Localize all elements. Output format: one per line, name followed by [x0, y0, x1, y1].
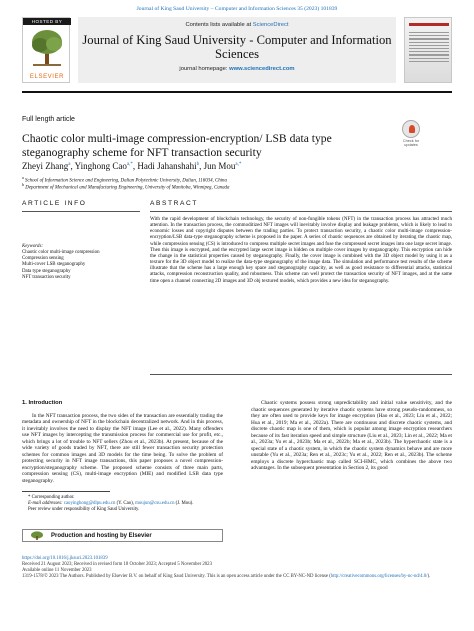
journal-masthead	[78, 17, 396, 83]
email-link-mou[interactable]: moujun@csu.edu.cn	[135, 500, 175, 506]
email-owner: (Y. Cao),	[115, 500, 136, 506]
keyword-item: Data type steganography	[22, 268, 71, 274]
body-paragraph: Chaotic systems possess strong unpredictability and initial value sensitivity, and the chaotic sequences generated by iterative chaotic systems have strong pseudo-randomness, so they are often used to provide keys for image encryption (Hao et al., 2023; Liu et al., 2022; Hua et al., 2019; Ma et al., 2022a). There are continuous and discrete chaotic systems, and discrete chaotic map is one of them, which is popular among image encryption researchers because of its fast iteration speed and simple structure (Liu et al., 2023; Lin et al., 2022; Ma et al., 2023a; Yu et al., 2023b; Ma et al., 2022b; Ma et al., 2023b). The hyperchaotic state is a special state of a chaotic system, in which the chaotic system dynamics behave and are more unstable (Yu et al., 2023a; Ren et al., 2023c; Yu et al., 2022; Ren et al., 2023b). The scheme employs a discrete hyperchaotic map called SCI-HMC, which combines the above two advantages. In the subsequent presentation in Section 2, its good	[251, 400, 452, 472]
email-label: E-mail addresses:	[28, 500, 64, 506]
author-name: Hadi Jahanshahi	[137, 161, 197, 171]
homepage-line	[78, 66, 396, 72]
keyword-list	[22, 250, 100, 281]
elsevier-logo[interactable]	[22, 17, 70, 83]
body-column-right	[251, 400, 452, 472]
sciencedirect-link[interactable]: ScienceDirect	[252, 22, 289, 28]
author-sup[interactable]: a	[68, 162, 71, 167]
author-sup[interactable]: b	[196, 162, 200, 167]
elsevier-tree-icon	[29, 28, 65, 68]
article-type: Full length article	[22, 116, 75, 123]
header-rule	[22, 91, 452, 93]
cover-lines	[405, 30, 453, 64]
contents-line	[78, 22, 396, 28]
license-prefix: 1319-1578/© 2023 The Authors. Published by Elsevier B.V. on behalf of King Saud University. This is an open access article under the CC BY-NC-ND license (	[22, 574, 331, 579]
homepage-link[interactable]: www.sciencedirect.com	[229, 66, 295, 72]
affiliation-text: School of Information Science and Engineering, Dalian Polytechnic University, Dalian, 116034, China	[25, 178, 227, 184]
crossmark-label: Check for updates	[402, 139, 420, 147]
affiliation	[22, 182, 229, 191]
homepage-prefix: journal homepage:	[179, 66, 230, 72]
online-date: Available online 11 November 2023	[22, 568, 92, 573]
license-suffix: ).	[427, 574, 431, 579]
elsevier-small-icon	[29, 531, 45, 540]
body-paragraph: In the NFT transaction process, the two sides of the transaction are essentially trading the metadata and ownership of NFT in the blockchain decentralized network. And in this process, it inevitably involves the need to display the NFT image (Lee et al., 2022). Many offenders use NFT images by intercepting the transmission process for commercial use for profit, etc., which brings a lot of trouble to NFT sellers (Zhou et al., 2023b). At present, because of the wide variety of goods traded by NFT, there are still fewer transaction security protection schemes for common images and 3D models for the time being. To solve the problem of protecting security in NFT image transactions, this paper proposes a novel compression-encryption/steganography scheme. The proposed scheme consists of three main parts, compression sensing (CS), multi-image encryption (MIE) and modified LSB data type steganography.	[22, 412, 223, 485]
email-note	[22, 501, 193, 507]
divider	[150, 211, 452, 212]
doi-link[interactable]: https://doi.org/10.1016/j.jksuci.2023.101839	[22, 556, 108, 561]
corresponding-note: * Corresponding author.	[28, 495, 75, 500]
divider	[150, 374, 452, 375]
journal-header	[22, 17, 452, 91]
affiliation-marker: b	[22, 182, 25, 187]
keywords-label: Keywords:	[22, 244, 44, 249]
keyword-item: Compression sensing	[22, 256, 64, 262]
hosted-by-label: HOSTED BY	[23, 18, 71, 25]
elsevier-wordmark: ELSEVIER	[29, 74, 65, 80]
peer-review-note: Peer review under responsibility of King Saud University.	[28, 506, 140, 512]
author-sup[interactable]: a,*	[235, 162, 242, 167]
author-name: Yinghong Cao	[74, 161, 127, 171]
body-column-left	[22, 400, 223, 485]
keyword-item: NFT transaction security	[22, 274, 71, 280]
license-link[interactable]: http://creativecommons.org/licenses/by-nc-nd/4.0/	[330, 574, 428, 579]
production-box	[22, 529, 223, 542]
license-line	[22, 574, 452, 580]
article-info-heading: ARTICLE INFO	[22, 200, 87, 207]
abstract-heading: ABSTRACT	[150, 200, 198, 207]
author-sup[interactable]: a,*	[126, 162, 133, 167]
article-footer	[22, 556, 452, 580]
journal-cover-thumbnail[interactable]	[404, 17, 452, 83]
cover-bar	[409, 23, 449, 26]
author-list: Zheyi Zhang$^a$, Yinghong Cao$^{a,*}$, Hadi Jahanshahi$^b$, Jun Mou$^{a,*}$	[22, 161, 242, 171]
section-heading: 1. Introduction	[22, 400, 63, 406]
crossmark-icon	[402, 120, 420, 138]
affiliation-text: Department of Mechanical and Manufacturing Engineering, University of Manitoba, Winnipeg, Canada	[25, 185, 230, 191]
received-dates: Received 21 August 2023; Received in revised form 18 October 2023; Accepted 5 November 2023	[22, 562, 212, 567]
author-name: Jun Mou	[203, 161, 236, 171]
article-title: Chaotic color multi-image compression-encryption/ LSB data type steganography scheme for NFT transaction security	[22, 132, 332, 159]
email-link-cao[interactable]: caoyinghong@dlpu.edu.cn	[63, 500, 116, 506]
footnotes	[22, 495, 193, 512]
divider	[22, 211, 140, 212]
production-label: Production and hosting by Elsevier	[51, 532, 152, 539]
affiliation-marker: a	[22, 175, 24, 180]
journal-name: Journal of King Saud University - Computer and Information Sciences	[82, 33, 392, 61]
keyword-item: Multi-cover LSB steganography	[22, 262, 86, 268]
crossmark-badge[interactable]	[402, 120, 420, 148]
contents-prefix: Contents lists available at	[185, 22, 253, 28]
footnote-rule	[22, 491, 110, 492]
email-owner: (J. Mou).	[174, 500, 194, 506]
keyword-item: Chaotic color multi-image compression	[22, 250, 100, 255]
abstract-text: With the rapid development of blockchain technology, the security of non-fungible tokens (NFT) in the transaction process has attracted much attention. In the transaction process, the commoditized NFT images will inevitably involve display and leakage problems, which is likely to lead to economic losses and copyright disputes between the trading parties. To protect transaction security, a chaotic color multi-image compression-encryption/LSB data-type steganography scheme is proposed in the paper. A series of chaotic sequences are obtained by iterating the chaotic map, while compression sensing (CS) is introduced to compress multiple secret images and fuse the compressed secret images into one large secret image. Then this image is encrypted, and the encrypted large secret image is hidden on multiple cover images by steganography. This encryption can hide the change in the statistical properties caused by steganography. Finally, the cover image is combined with the 3D object model by using it as a texture for the 3D object model to realize the data-type steganography of the image data. The simulation and performance test results of the scheme illustrate that the scheme has a large enough key space and steganography capacity, as well as good resistance to differential attacks, statistical attacks, compression reconstruction quality, and robustness. This scheme can well protect the transaction security of NFT images, and at the same time open a channel connecting 2D images and 3D obj textured models, which provides a new idea for steganography.	[150, 216, 452, 284]
running-head[interactable]: Journal of King Saud University – Computer and Information Sciences 35 (2023) 101839	[136, 6, 338, 12]
author-name: Zheyi Zhang	[22, 161, 69, 171]
